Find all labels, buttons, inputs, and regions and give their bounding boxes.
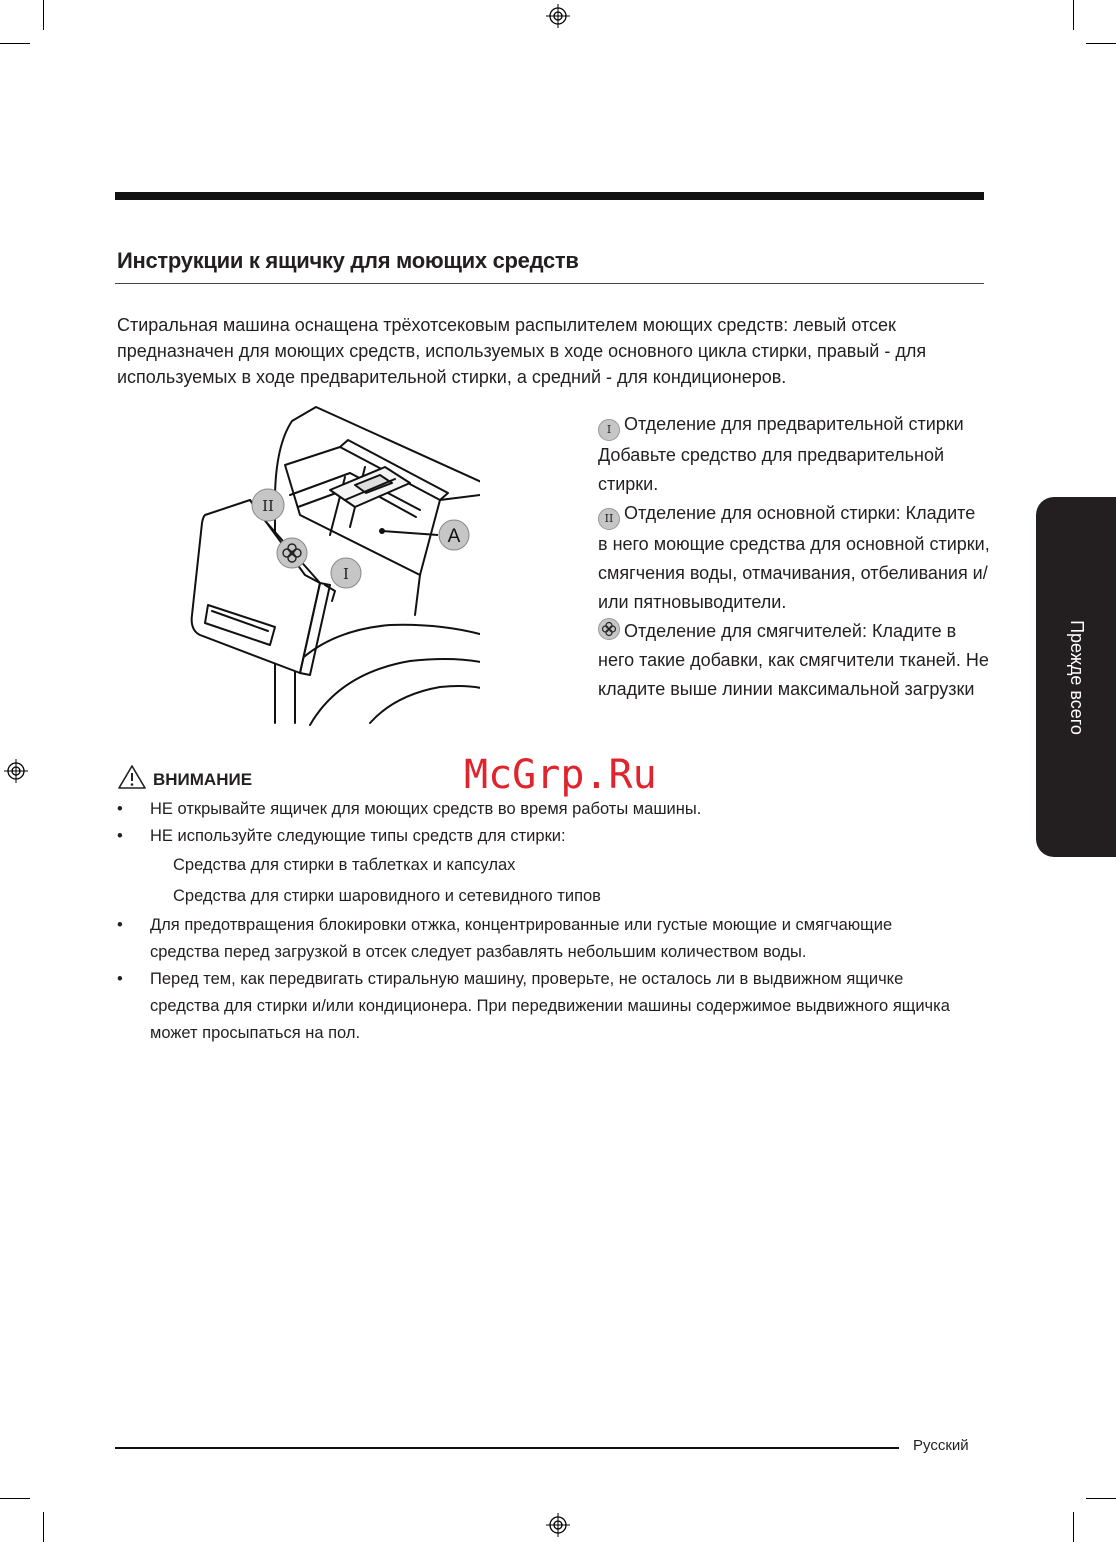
caution-item-text: • Перед тем, как передвигать стиральную машину, проверьте, не осталось ли в выдвижном ящичке [150, 970, 904, 988]
crop-mark [43, 0, 44, 30]
figure-label-one: I [343, 565, 349, 583]
caution-heading-text: ВНИМАНИЕ [153, 770, 253, 789]
caution-item-text: средства для стирки и/или кондиционера. При передвижении машины содержимое выдвижного ящичка [150, 997, 950, 1015]
compartment-softener-text: кладите выше линии максимальной загрузки [598, 679, 975, 699]
caution-list [117, 796, 987, 1047]
caution-item-text: может просыпаться на пол. [150, 1024, 361, 1042]
compartment-main-text: или пятновыводители. [598, 592, 787, 612]
caution-item [117, 823, 987, 850]
footer-language: Русский [913, 1437, 969, 1454]
compartment-prewash-title: Отделение для предварительной стирки [624, 414, 964, 434]
crop-mark [43, 1512, 44, 1542]
compartment-prewash-text: Добавьте средство для предварительной [598, 445, 945, 465]
chapter-side-tab [1036, 497, 1116, 857]
compartment-softener-suffix: : Кладите в [861, 621, 957, 641]
intro-line: используемых в ходе предварительной стирки, а средний - для кондиционеров. [117, 367, 787, 387]
section-title-rule [115, 283, 984, 284]
caution-item-text: • НЕ открывайте ящичек для моющих средств во время работы машины. [150, 800, 702, 818]
figure-label-two: II [262, 497, 274, 515]
caution-item [117, 966, 987, 1047]
compartment-main-title-line [598, 499, 988, 530]
caution-subitem: Средства для стирки в таблетках и капсулах [173, 856, 516, 874]
compartment-softener-text: него такие добавки, как смягчители тканей. Не [598, 650, 989, 670]
registration-mark-icon [546, 1513, 570, 1537]
compartment-main-suffix: : Кладите [895, 503, 976, 523]
compartment-descriptions [598, 410, 988, 704]
registration-mark-icon [4, 759, 28, 783]
compartment-softener-title: Отделение для смягчителей [624, 621, 862, 641]
compartment-main-title: Отделение для основной стирки [624, 503, 896, 523]
chapter-side-tab-label: Прежде всего [1066, 619, 1087, 735]
roman-one-icon: I [598, 419, 620, 441]
caution-item [117, 912, 987, 966]
roman-two-icon: II [598, 508, 620, 530]
footer-rule [115, 1447, 899, 1449]
compartment-prewash-text: стирки. [598, 474, 659, 494]
caution-heading [117, 764, 252, 790]
caution-item-text: • Для предотвращения блокировки отжка, концентрированные или густые моющие и смягчающие [150, 916, 893, 934]
watermark: McGrp.Ru [464, 752, 657, 798]
detergent-drawer-illustration [180, 405, 480, 727]
crop-mark [0, 43, 30, 44]
crop-mark [1086, 43, 1116, 44]
warning-triangle-icon [117, 764, 147, 790]
compartment-prewash-title-line [598, 410, 988, 441]
figure-label-a: A [447, 526, 461, 547]
crop-mark [1073, 0, 1074, 30]
caution-subitem: Средства для стирки шаровидного и сетевидного типов [173, 887, 601, 905]
intro-line: предназначен для моющих средств, используемых в ходе основного цикла стирки, правый - для [117, 341, 927, 361]
crop-mark [1073, 1512, 1074, 1542]
caution-item [117, 796, 987, 823]
intro-line: Стиральная машина оснащена трёхотсековым распылителем моющих средств: левый отсек [117, 315, 896, 335]
compartment-softener-title-line [598, 617, 988, 646]
compartment-main-text: в него моющие средства для основной стирки, [598, 534, 990, 554]
crop-mark [0, 1498, 30, 1499]
compartment-main-text: смягчения воды, отмачивания, отбеливания и/ [598, 563, 988, 583]
flower-softener-icon [598, 618, 620, 640]
top-rule [115, 192, 984, 200]
intro-paragraph [117, 312, 987, 390]
crop-mark [1086, 1498, 1116, 1499]
caution-item-text: средства перед загрузкой в отсек следует разбавлять небольшим количеством воды. [150, 943, 807, 961]
section-title: Инструкции к ящичку для моющих средств [117, 248, 579, 273]
registration-mark-icon [546, 4, 570, 28]
caution-item-text: • НЕ используйте следующие типы средств для стирки: [150, 827, 566, 845]
